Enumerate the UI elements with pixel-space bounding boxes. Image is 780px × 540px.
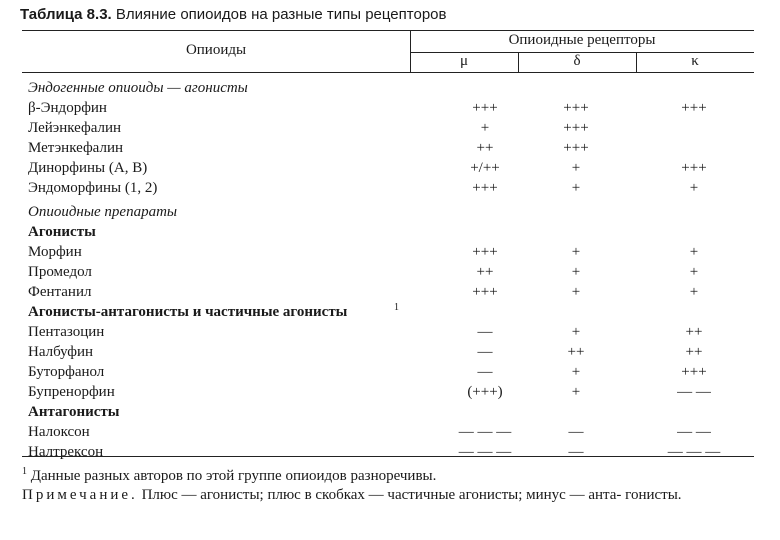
kappa-cell: — — — bbox=[667, 444, 721, 460]
mu-cell: — — — bbox=[458, 444, 512, 460]
delta-cell: +++ bbox=[563, 120, 589, 136]
note-label: Примечание. bbox=[22, 487, 138, 503]
table-row bbox=[22, 342, 754, 362]
row-label: Налтрексон bbox=[28, 444, 104, 460]
table-row bbox=[22, 282, 754, 302]
kappa-cell: ++ bbox=[685, 324, 703, 340]
delta-cell: — bbox=[568, 444, 584, 460]
table-row bbox=[22, 382, 754, 402]
delta-cell: + bbox=[571, 324, 581, 340]
table-row bbox=[22, 118, 754, 138]
header-bottom-rule bbox=[22, 72, 754, 73]
table-row bbox=[22, 178, 754, 198]
delta-header: δ bbox=[573, 53, 581, 69]
mu-cell: — bbox=[477, 324, 493, 340]
kappa-cell: + bbox=[689, 264, 699, 280]
group-row bbox=[22, 402, 754, 422]
table-caption bbox=[20, 6, 446, 23]
mu-cell: ++ bbox=[476, 140, 494, 156]
mu-cell: +/++ bbox=[470, 160, 500, 176]
row-label: Эндогенные опиоиды — агонисты bbox=[28, 80, 248, 96]
row-label: Фентанил bbox=[28, 284, 92, 300]
row-label: Лейэнкефалин bbox=[28, 120, 122, 136]
row-label: β-Эндорфин bbox=[28, 100, 107, 116]
mu-cell: +++ bbox=[472, 180, 498, 196]
table-row bbox=[22, 422, 754, 442]
row-label: Морфин bbox=[28, 244, 82, 260]
delta-cell: + bbox=[571, 364, 581, 380]
section-row bbox=[22, 202, 754, 222]
kappa-cell: + bbox=[689, 180, 699, 196]
row-label: Метэнкефалин bbox=[28, 140, 123, 156]
mu-cell: ++ bbox=[476, 264, 494, 280]
row-label: Промедол bbox=[28, 264, 92, 280]
row-label: Бупренорфин bbox=[28, 384, 115, 400]
table-title: Влияние опиоидов на разные типы рецепторов bbox=[115, 6, 447, 23]
kappa-cell: + bbox=[689, 284, 699, 300]
row-label: Налбуфин bbox=[28, 344, 94, 360]
kappa-cell: +++ bbox=[681, 160, 707, 176]
group-row bbox=[22, 302, 754, 322]
table-row bbox=[22, 362, 754, 382]
delta-cell: + bbox=[571, 284, 581, 300]
row-label: Опиоидные препараты bbox=[28, 204, 178, 220]
table-bottom-rule bbox=[22, 456, 754, 457]
kappa-header: κ bbox=[691, 53, 699, 69]
mu-cell: +++ bbox=[472, 100, 498, 116]
mu-cell: +++ bbox=[472, 284, 498, 300]
table-number: Таблица 8.3. bbox=[20, 6, 112, 23]
row-label: Агонисты-антагонисты и частичные агонисты bbox=[28, 304, 348, 320]
table-row bbox=[22, 442, 754, 462]
footnote-ref: 1 bbox=[394, 302, 399, 313]
table-row bbox=[22, 98, 754, 118]
delta-cell: +++ bbox=[563, 100, 589, 116]
delta-cell: + bbox=[571, 160, 581, 176]
delta-cell: + bbox=[571, 264, 581, 280]
table-row bbox=[22, 322, 754, 342]
delta-cell: — bbox=[568, 424, 584, 440]
mu-cell: (+++) bbox=[467, 384, 503, 400]
row-label: Буторфанол bbox=[28, 364, 105, 380]
mu-cell: — bbox=[477, 344, 493, 360]
kappa-cell: +++ bbox=[681, 100, 707, 116]
kappa-cell: ++ bbox=[685, 344, 703, 360]
mu-header: μ bbox=[459, 53, 469, 69]
mu-cell: — bbox=[477, 364, 493, 380]
delta-cell: + bbox=[571, 384, 581, 400]
footnote-mark: 1 bbox=[22, 466, 27, 477]
opioids-column-header: Опиоиды bbox=[185, 42, 247, 58]
delta-cell: +++ bbox=[563, 140, 589, 156]
row-label: Динорфины (А, В) bbox=[28, 160, 148, 176]
row-label: Антагонисты bbox=[28, 404, 120, 420]
note-text: Плюс — агонисты; плюс в скобках — частичные агонисты; минус — анта- гонисты. bbox=[141, 487, 682, 503]
table-row bbox=[22, 242, 754, 262]
footnote-1 bbox=[22, 462, 762, 486]
mu-cell: — — — bbox=[458, 424, 512, 440]
kappa-cell: + bbox=[689, 244, 699, 260]
kappa-cell: — — bbox=[677, 384, 711, 400]
table-body bbox=[22, 78, 754, 462]
section-row bbox=[22, 78, 754, 98]
group-row bbox=[22, 222, 754, 242]
mu-cell: +++ bbox=[472, 244, 498, 260]
row-label: Пентазоцин bbox=[28, 324, 105, 340]
table-row bbox=[22, 138, 754, 158]
table-row bbox=[22, 262, 754, 282]
note bbox=[22, 486, 762, 505]
table-top-rule bbox=[22, 30, 754, 31]
delta-cell: ++ bbox=[567, 344, 585, 360]
row-label: Агонисты bbox=[28, 224, 96, 240]
footnote-text: Данные разных авторов по этой группе опиоидов разноречивы. bbox=[30, 468, 437, 484]
row-label: Эндоморфины (1, 2) bbox=[28, 180, 158, 196]
delta-cell: + bbox=[571, 180, 581, 196]
row-label: Налоксон bbox=[28, 424, 90, 440]
table-row bbox=[22, 158, 754, 178]
footnote bbox=[22, 462, 762, 505]
delta-cell: + bbox=[571, 244, 581, 260]
kappa-cell: +++ bbox=[681, 364, 707, 380]
kappa-cell: — — bbox=[677, 424, 711, 440]
receptors-column-header: Опиоидные рецепторы bbox=[508, 32, 656, 48]
mu-cell: + bbox=[480, 120, 490, 136]
